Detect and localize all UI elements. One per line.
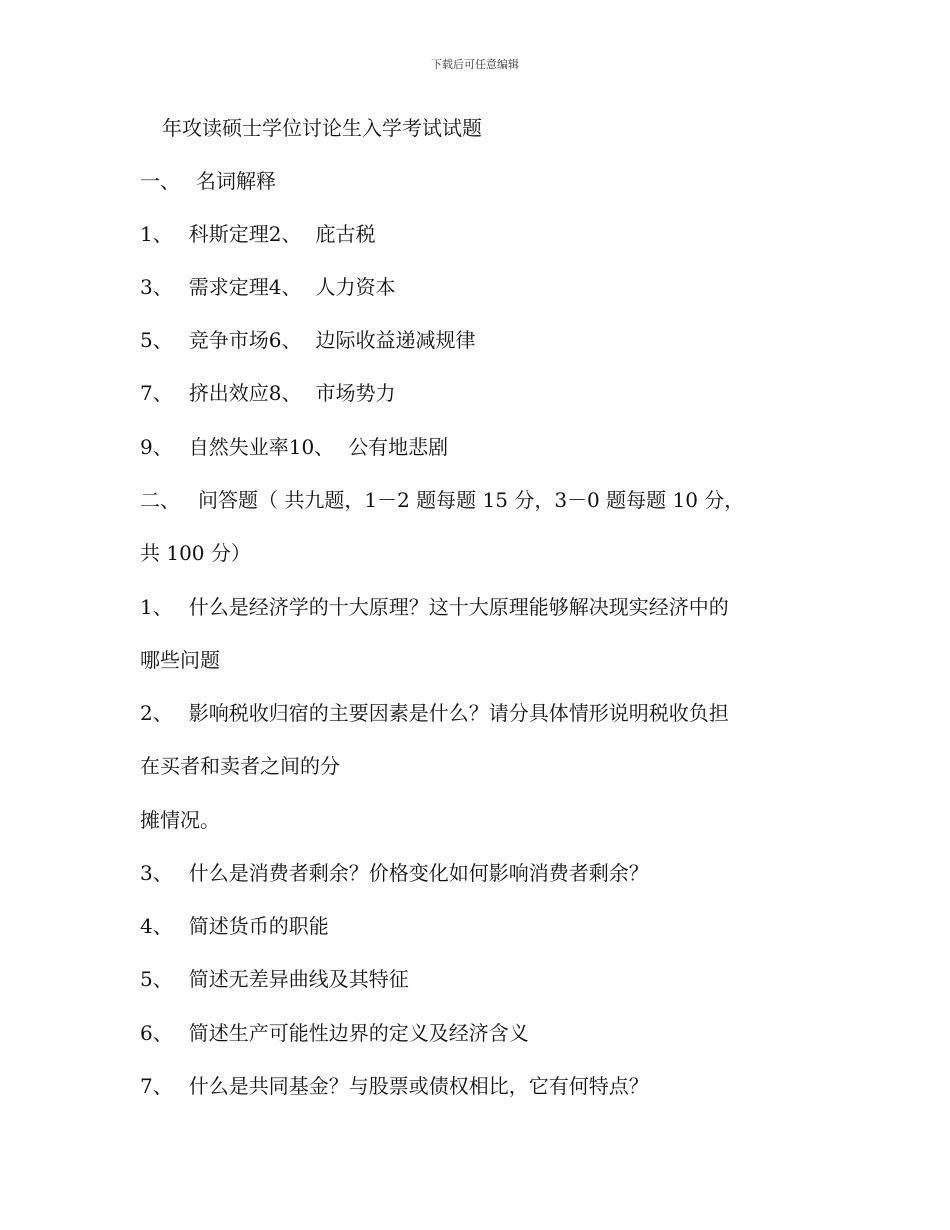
term-row-1 bbox=[140, 220, 375, 248]
page-header: 下载后可任意编辑 bbox=[431, 58, 519, 71]
term-number: 4、 bbox=[268, 275, 302, 299]
question-number: 1、 bbox=[140, 595, 173, 619]
term-row-3 bbox=[140, 326, 475, 354]
term-text: 科斯定理 bbox=[188, 222, 269, 246]
question-text: 简述无差异曲线及其特征 bbox=[188, 967, 409, 991]
question-1-cont: 哪些问题 bbox=[140, 648, 220, 672]
document-title: 年攻读硕士学位讨论生入学考试试题 bbox=[162, 116, 482, 140]
term-number: 6、 bbox=[268, 328, 302, 352]
term-text: 公有地悲剧 bbox=[348, 435, 449, 459]
question-text: 什么是消费者剩余？价格变化如何影响消费者剩余？ bbox=[188, 861, 649, 885]
question-1 bbox=[140, 593, 729, 621]
section-2-heading bbox=[140, 486, 744, 514]
question-4 bbox=[140, 912, 329, 940]
term-text: 挤出效应 bbox=[188, 381, 269, 405]
question-text: 简述生产可能性边界的定义及经济含义 bbox=[188, 1021, 529, 1045]
question-text: 什么是共同基金？与股票或债权相比，它有何特点？ bbox=[188, 1074, 649, 1098]
question-7 bbox=[140, 1072, 649, 1100]
question-number: 4、 bbox=[140, 914, 173, 938]
question-number: 3、 bbox=[140, 861, 173, 885]
term-number: 5、 bbox=[140, 328, 173, 352]
section-2-label: 二、 bbox=[140, 488, 180, 512]
question-5 bbox=[140, 965, 409, 993]
term-text: 边际收益递减规律 bbox=[315, 328, 476, 352]
term-row-4 bbox=[140, 379, 395, 407]
question-2 bbox=[140, 699, 729, 727]
term-text: 市场势力 bbox=[315, 381, 396, 405]
term-number: 10、 bbox=[288, 435, 335, 459]
question-2-cont: 在买者和卖者之间的分 bbox=[140, 754, 340, 778]
section-2-heading-cont: 共 100 分） bbox=[140, 541, 251, 565]
term-row-2 bbox=[140, 273, 395, 301]
term-number: 9、 bbox=[140, 435, 173, 459]
term-text: 庇古税 bbox=[315, 222, 376, 246]
question-3 bbox=[140, 859, 649, 887]
question-number: 7、 bbox=[140, 1074, 173, 1098]
term-number: 2、 bbox=[268, 222, 302, 246]
question-text: 什么是经济学的十大原理？这十大原理能够解决现实经济中的 bbox=[188, 595, 729, 619]
question-number: 2、 bbox=[140, 701, 173, 725]
term-text: 竞争市场 bbox=[188, 328, 269, 352]
section-1-label: 一、 bbox=[140, 169, 180, 193]
term-number: 8、 bbox=[268, 381, 302, 405]
term-number: 3、 bbox=[140, 275, 173, 299]
question-6 bbox=[140, 1019, 529, 1047]
question-number: 6、 bbox=[140, 1021, 173, 1045]
question-text: 影响税收归宿的主要因素是什么？请分具体情形说明税收负担 bbox=[188, 701, 729, 725]
section-1-heading bbox=[140, 167, 276, 195]
term-number: 1、 bbox=[140, 222, 173, 246]
term-text: 需求定理 bbox=[188, 275, 269, 299]
section-2-title: 问答题（ 共九题，1－2 题每题 15 分，3－0 题每题 10 分， bbox=[198, 488, 745, 512]
question-number: 5、 bbox=[140, 967, 173, 991]
question-2-cont2: 摊情况。 bbox=[140, 808, 220, 832]
term-text: 人力资本 bbox=[315, 275, 396, 299]
term-number: 7、 bbox=[140, 381, 173, 405]
term-text: 自然失业率 bbox=[188, 435, 289, 459]
section-1-title: 名词解释 bbox=[196, 169, 276, 193]
question-text: 简述货币的职能 bbox=[188, 914, 329, 938]
term-row-5 bbox=[140, 433, 448, 461]
